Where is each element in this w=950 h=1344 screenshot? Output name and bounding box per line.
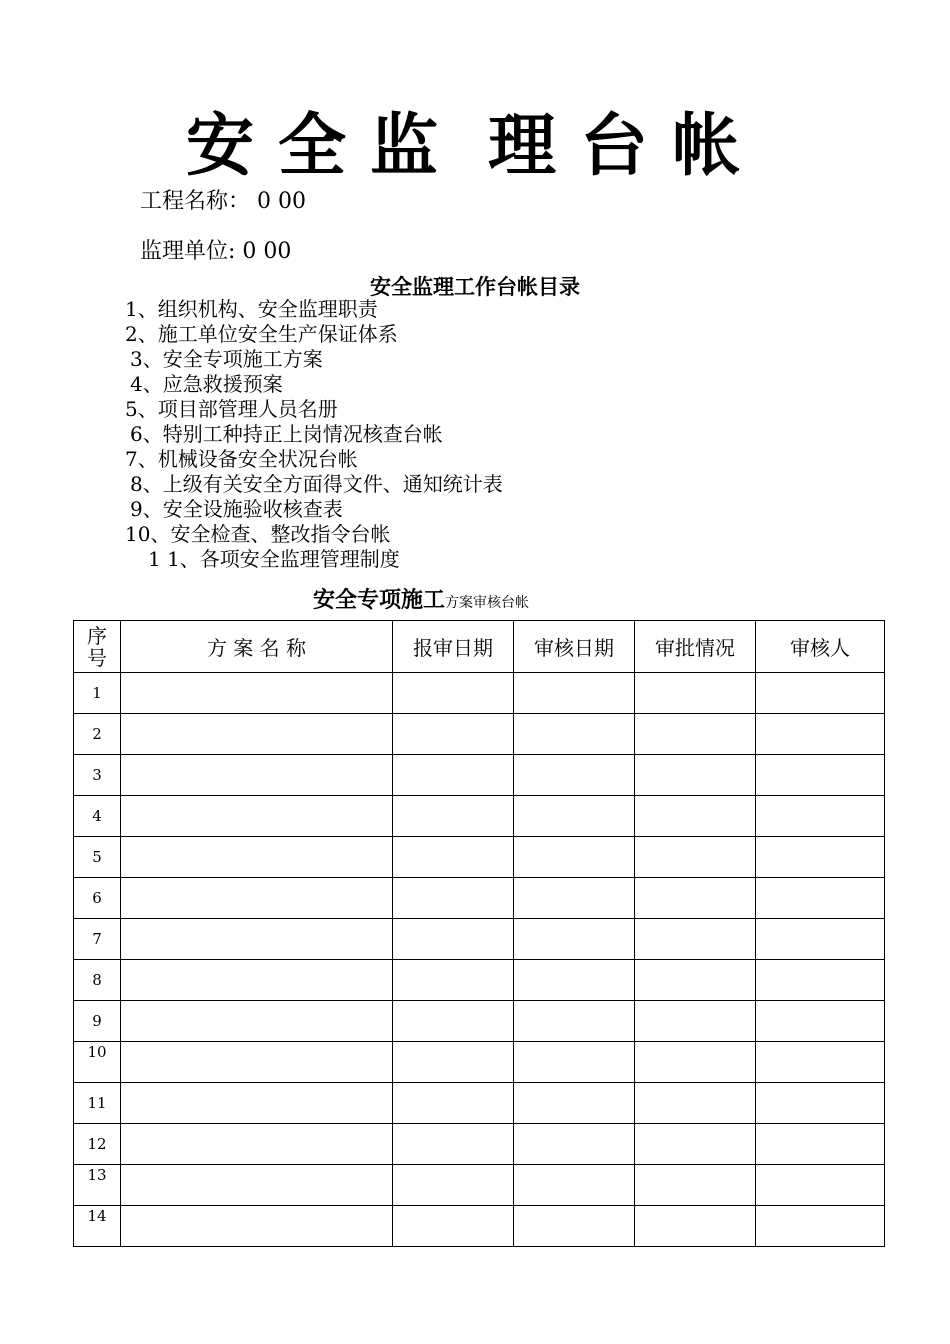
approval-cell[interactable] — [635, 1083, 756, 1124]
row-number: 3 — [74, 755, 121, 796]
reviewer-cell[interactable] — [756, 1083, 885, 1124]
table-title-sub: 方案审核台帐 — [445, 595, 530, 611]
approval-cell[interactable] — [635, 714, 756, 755]
submit-date-cell[interactable] — [393, 1124, 514, 1165]
submit-date-cell[interactable] — [393, 1165, 514, 1206]
project-name-label: 工程名称： — [140, 189, 251, 214]
document-title-part1: 安全监 — [185, 107, 462, 186]
plan-name-cell[interactable] — [121, 1206, 393, 1247]
approval-cell[interactable] — [635, 1206, 756, 1247]
reviewer-cell[interactable] — [756, 1165, 885, 1206]
plan-name-cell[interactable] — [121, 837, 393, 878]
toc-item: 7、机械设备安全状况台帐 — [125, 447, 358, 471]
table-row — [74, 1042, 885, 1083]
row-number: 5 — [74, 837, 121, 878]
approval-cell[interactable] — [635, 1165, 756, 1206]
plan-name-cell[interactable] — [121, 755, 393, 796]
review-date-cell[interactable] — [514, 1042, 635, 1083]
plan-name-cell[interactable] — [121, 878, 393, 919]
table-row — [74, 673, 885, 714]
table-row — [74, 1124, 885, 1165]
table-row — [74, 878, 885, 919]
review-date-cell[interactable] — [514, 878, 635, 919]
toc-item: 5、项目部管理人员名册 — [125, 397, 338, 421]
reviewer-cell[interactable] — [756, 755, 885, 796]
table-row — [74, 755, 885, 796]
submit-date-cell[interactable] — [393, 796, 514, 837]
table-row — [74, 714, 885, 755]
review-date-cell[interactable] — [514, 919, 635, 960]
submit-date-cell[interactable] — [393, 1042, 514, 1083]
header-submit-date: 报审日期 — [393, 621, 514, 673]
supervisor-unit-line — [140, 234, 291, 265]
table-row — [74, 1165, 885, 1206]
table-title-main: 安全专项施工 — [313, 588, 446, 613]
submit-date-cell[interactable] — [393, 837, 514, 878]
approval-cell[interactable] — [635, 960, 756, 1001]
row-number: 4 — [74, 796, 121, 837]
row-number: 12 — [74, 1124, 121, 1165]
submit-date-cell[interactable] — [393, 960, 514, 1001]
reviewer-cell[interactable] — [756, 1206, 885, 1247]
reviewer-cell[interactable] — [756, 837, 885, 878]
toc-item: 9、安全设施验收核查表 — [130, 497, 343, 521]
submit-date-cell[interactable] — [393, 878, 514, 919]
plan-name-cell[interactable] — [121, 1124, 393, 1165]
toc-item: 3、安全专项施工方案 — [130, 347, 323, 371]
row-number: 14 — [74, 1206, 121, 1247]
review-date-cell[interactable] — [514, 1124, 635, 1165]
table-row — [74, 919, 885, 960]
header-reviewer: 审核人 — [756, 621, 885, 673]
row-number: 6 — [74, 878, 121, 919]
review-date-cell[interactable] — [514, 837, 635, 878]
approval-cell[interactable] — [635, 1124, 756, 1165]
review-date-cell[interactable] — [514, 1165, 635, 1206]
approval-cell[interactable] — [635, 673, 756, 714]
supervisor-unit-value: 0 00 — [242, 239, 292, 264]
row-number: 11 — [74, 1083, 121, 1124]
document-title-part2: 理台帐 — [488, 107, 765, 186]
approval-cell[interactable] — [635, 878, 756, 919]
toc-item: 1 1、各项安全监理管理制度 — [148, 547, 400, 571]
submit-date-cell[interactable] — [393, 755, 514, 796]
toc-item: 6、特别工种持正上岗情况核查台帐 — [130, 422, 443, 446]
submit-date-cell[interactable] — [393, 714, 514, 755]
table-row — [74, 796, 885, 837]
review-date-cell[interactable] — [514, 714, 635, 755]
plan-name-cell[interactable] — [121, 1042, 393, 1083]
plan-name-cell[interactable] — [121, 1001, 393, 1042]
reviewer-cell[interactable] — [756, 960, 885, 1001]
toc-item: 4、应急救援预案 — [130, 372, 283, 396]
document-title — [0, 92, 950, 189]
reviewer-cell[interactable] — [756, 878, 885, 919]
row-number: 13 — [74, 1165, 121, 1206]
table-row — [74, 837, 885, 878]
approval-cell[interactable] — [635, 1001, 756, 1042]
table-row — [74, 1083, 885, 1124]
plan-name-cell[interactable] — [121, 796, 393, 837]
reviewer-cell[interactable] — [756, 1001, 885, 1042]
plan-name-cell[interactable] — [121, 714, 393, 755]
plan-name-cell[interactable] — [121, 1165, 393, 1206]
header-approval-status: 审批情况 — [635, 621, 756, 673]
approval-cell[interactable] — [635, 837, 756, 878]
supervisor-unit-label: 监理单位: — [140, 239, 236, 264]
row-number: 2 — [74, 714, 121, 755]
reviewer-cell[interactable] — [756, 919, 885, 960]
toc-item: 8、上级有关安全方面得文件、通知统计表 — [130, 472, 503, 496]
table-title — [313, 583, 529, 614]
review-date-cell[interactable] — [514, 796, 635, 837]
row-number: 10 — [74, 1042, 121, 1083]
plan-name-cell[interactable] — [121, 919, 393, 960]
review-date-cell[interactable] — [514, 1083, 635, 1124]
approval-cell[interactable] — [635, 1042, 756, 1083]
submit-date-cell[interactable] — [393, 1083, 514, 1124]
review-date-cell[interactable] — [514, 1206, 635, 1247]
plan-name-cell[interactable] — [121, 960, 393, 1001]
row-number: 1 — [74, 673, 121, 714]
table-row — [74, 960, 885, 1001]
project-name-line — [140, 184, 306, 215]
toc-item: 1、组织机构、安全监理职责 — [125, 297, 378, 321]
review-date-cell[interactable] — [514, 673, 635, 714]
submit-date-cell[interactable] — [393, 919, 514, 960]
approval-cell[interactable] — [635, 796, 756, 837]
review-date-cell[interactable] — [514, 960, 635, 1001]
row-number: 9 — [74, 1001, 121, 1042]
table-header-row — [74, 621, 885, 673]
reviewer-cell[interactable] — [756, 796, 885, 837]
header-review-date: 审核日期 — [514, 621, 635, 673]
reviewer-cell[interactable] — [756, 1124, 885, 1165]
plan-review-table — [73, 620, 885, 1247]
table-row — [74, 1206, 885, 1247]
toc-title: 安全监理工作台帐目录 — [370, 275, 580, 299]
table-row — [74, 1001, 885, 1042]
submit-date-cell[interactable] — [393, 1206, 514, 1247]
approval-cell[interactable] — [635, 919, 756, 960]
project-name-value: 0 00 — [257, 189, 306, 214]
reviewer-cell[interactable] — [756, 673, 885, 714]
row-number: 7 — [74, 919, 121, 960]
submit-date-cell[interactable] — [393, 673, 514, 714]
row-number: 8 — [74, 960, 121, 1001]
review-date-cell[interactable] — [514, 755, 635, 796]
toc-item: 2、施工单位安全生产保证体系 — [125, 322, 398, 346]
toc-item: 10、安全检查、整改指令台帐 — [125, 522, 391, 546]
reviewer-cell[interactable] — [756, 1042, 885, 1083]
review-date-cell[interactable] — [514, 1001, 635, 1042]
header-plan-name: 方 案 名 称 — [121, 621, 393, 673]
plan-name-cell[interactable] — [121, 673, 393, 714]
submit-date-cell[interactable] — [393, 1001, 514, 1042]
reviewer-cell[interactable] — [756, 714, 885, 755]
approval-cell[interactable] — [635, 755, 756, 796]
plan-name-cell[interactable] — [121, 1083, 393, 1124]
header-seq: 序号 — [74, 621, 121, 673]
